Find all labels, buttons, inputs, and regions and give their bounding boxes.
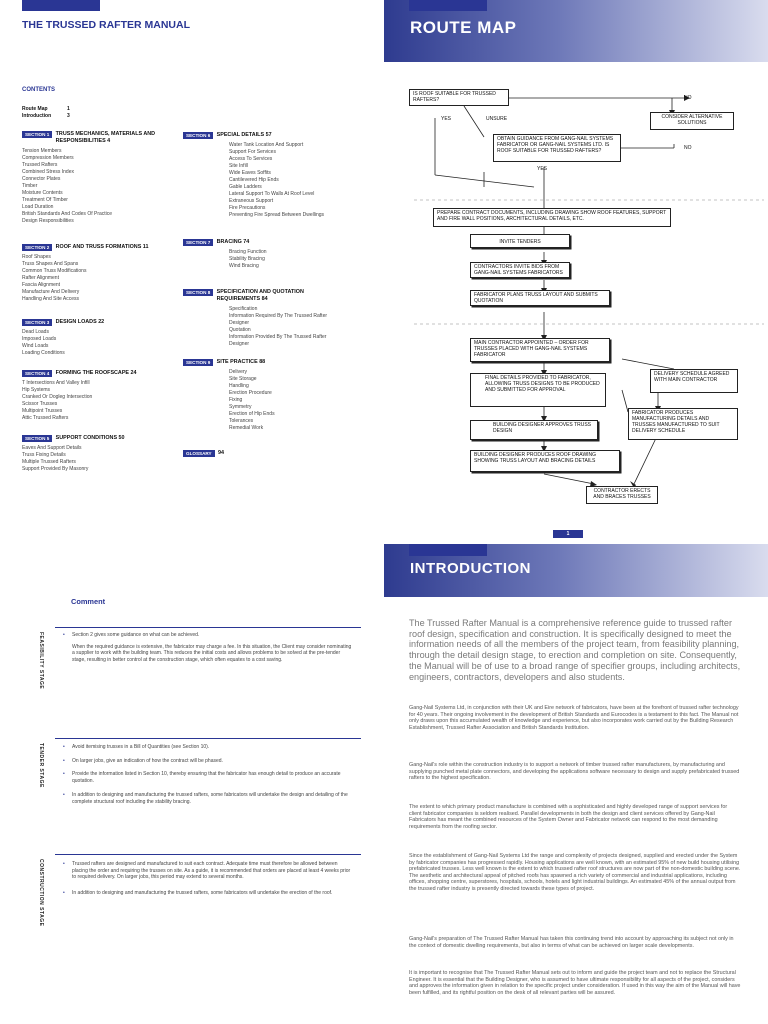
section-number: SECTION 3 [22,319,52,326]
section-number: SECTION 4 [22,370,52,377]
contents-item: Cranked Or Dogleg Intersection [22,394,93,401]
section-title: ROOF AND TRUSS FORMATIONS [55,244,142,250]
contents-item: Access To Services [229,156,273,163]
flow-label-yes2: YES [537,166,548,172]
section-title: SITE PRACTICE [216,359,258,365]
contents-item: Delivery [229,369,248,376]
flow-fabricator-produces: FABRICATOR PRODUCES MANUFACTURING DETAILS AND TRUSSES MANUFACTURED TO SUIT DELIVERY SCHEDULE [628,408,738,440]
contents-item: Handling [229,383,249,390]
section-page: 88 [259,359,266,365]
comment-para: • Provide the information listed in Section 10, thereby ensuring that the fabricator has enough detail to produce an accurate quotation. [72,771,352,784]
section-page: 11 [142,244,149,250]
contents-item: Roof Shapes [22,254,51,261]
section-number: SECTION 6 [183,132,213,139]
contents-item: Information Required By The Trussed Rafter Designer [229,313,328,327]
section-page: 84 [261,296,268,303]
contents-item: Site Infill [229,163,248,170]
contents-item: Gable Ladders [229,184,262,191]
section-title: SPECIFICATION AND QUOTATION REQUIREMENTS [216,289,304,303]
contents-item: Handling And Site Access [22,296,79,303]
flow-label-no2: NO [684,145,692,151]
contents-item: Common Truss Modifications [22,268,87,275]
contents-item: Remedial Work [229,425,264,432]
section-page: 24 [130,370,137,376]
toc-section-3[interactable] [22,319,177,357]
contents-item: Quotation [229,327,251,334]
toc-introduction[interactable] [22,113,70,120]
comment-para: • Trussed rafters are designed and manufactured to suit each contract. Adequate time must therefore be allowed between placing the order and requiring the trusses on site. As a guide, it is recommended that orders are placed at least 4 weeks prior to required delivery. On larger jobs, this period may extend to several months. [72,861,352,881]
stage-rule-construction [55,854,361,855]
contents-item: Support Provided By Masonry [22,466,89,473]
contents-item: Preventing Fire Spread Between Dwellings [229,212,325,219]
section-title: BRACING [216,239,242,245]
section-title: TRUSS MECHANICS, MATERIALS AND RESPONSIBILITIES [55,131,156,145]
flow-main-contractor: MAIN CONTRACTOR APPOINTED – ORDER FOR TRUSSES PLACED WITH GANG-NAIL SYSTEMS FABRICATOR [470,338,610,362]
comment-para: • On larger jobs, give an indication of how the contract will be phased. [72,758,352,765]
introduction-para: It is important to recognise that The Trussed Rafter Manual sets out to inform and guide the project team and not to replace the Structural Engineer. It is essential that the Building Designer, who is assumed to have ultimate responsibility for all aspects of the project, considers and approves the information given in relation to the specific project under consideration. If used in this way the aim of the Manual will have been fulfilled, and its rightful position on the desk of all relevant parties will be assured. [409,970,741,996]
contents-item: Site Storage [229,376,257,383]
contents-item: Manufacture And Delivery [22,289,80,296]
introduction-para: Since the establishment of Gang-Nail Systems Ltd the range and complexity of projects designed, supplied and erected under the System by fabricator companies has progressed rapidly. Housing applications are well known, with an estimated 95% of new build housing utilising prefabricated trusses. Less well known is the extent to which trussed rafter roof structures are now part of the non-domestic building scene. The aesthetic and architectural appeal of pitched roofs has spawned a rich variety of commercial and industrial applications, including offices, shopping centre, superstores, hospitals, schools, hotels and light industrial buildings. An estimated 45% of the annual output from the trussed rafter industry is presently directed towards these types of project. [409,853,741,892]
comment-para: • In addition to designing and manufacturing the trussed rafters, some fabricators will undertake the erection of the roof. [72,890,352,897]
contents-item: Eaves And Support Details [22,445,82,452]
section-title: DESIGN LOADS [55,319,97,325]
contents-item: Loading Conditions [22,350,65,357]
flow-q2: OBTAIN GUIDANCE FROM GANG-NAIL SYSTEMS FABRICATOR OR GANG-NAIL SYSTEMS LTD. IS ROOF SUITABLE FOR TRUSSED RAFTERS? [493,134,621,162]
contents-item: Multiple Trussed Rafters [22,459,76,466]
section-number: SECTION 1 [22,131,52,138]
contents-item: Symmetry [229,404,252,411]
introduction-para: The extent to which primary product manufacture is combined with a sophisticated and highly developed range of support services for client fabricator companies is seldom realised. Parallel developments in both the design and client services offered by Gang-Nail Fabricators has meant the combined resources of the System Owner and Fabricator network can respond to the most demanding requirements from the roofing sector. [409,804,728,830]
stage-rule-feasibility [55,627,361,628]
toc-section-7[interactable] [183,239,353,270]
route-map-tab [409,0,487,11]
contents-item: Extraneous Support [229,198,274,205]
introduction-lead: The Trussed Rafter Manual is a comprehensive reference guide to trussed rafter roof design, specification and construction. It is specifically designed to meet the information needs of all the members of the project team, from feasibility planning, through the detail design stage, to erection and completion on site. Consequently, the Manual will be of use to a broad range of specifier groups, including architects, engineers, contractors, developers and also students. [409,618,741,682]
contents-item: Treatment Of Timber [22,197,68,204]
section-items [229,142,353,219]
flow-label-unsure: UNSURE [486,116,508,122]
route-map-title: ROUTE MAP [410,18,517,37]
page-number-tab [553,530,583,538]
toc-section-4[interactable] [22,370,177,422]
contents-item: Load Duration [22,204,54,211]
contents-item: Combined Stress Index [22,169,74,176]
comment-para: • Avoid itemising trusses in a Bill of Quantities (see Section 10). [72,744,352,751]
section-page: 50 [118,435,125,441]
section-page: 22 [98,319,105,325]
contents-item: Scissor Trusses [22,401,58,408]
section-items [22,445,177,473]
contents-item: Bracing Function [229,249,267,256]
comment-para: When the required guidance is extensive, the fabricator may charge a fee. In this situation, the Client may consider nominating a supplier to work with the building team. This reduces the initial costs and allows problems to be solved at the pre-tender stage, resulting in better control at the construction stage, which often equates to a cost saving. [72,643,352,664]
contents-item: Stability Bracing [229,256,265,263]
flow-contractor-erects: CONTRACTOR ERECTS AND BRACES TRUSSES [586,486,658,504]
comment-para: • In addition to designing and manufacturing the trussed rafters, some fabricators will undertake the design and detailing of the complete structural roof including the stability bracing. [72,792,352,805]
introduction-para: Gang-Nail Systems Ltd, in conjunction with their UK and Eire network of fabricators, have been at the forefront of trussed rafter technology for 40 years. Their ongoing involvement in the development of British Standards and Eurocodes is a testament to this fact. The Manual not only draws upon this accumulated wealth of knowledge and experience, but also incorporates work carried out by the Building Research Establishment, Trussed Rafter Association and British Standards Institution. [409,705,739,731]
section-number: GLOSSARY [183,450,215,457]
contents-item: Multipoint Trusses [22,408,63,415]
toc-section-5[interactable] [22,435,177,473]
manual-title: THE TRUSSED RAFTER MANUAL [22,19,190,31]
flow-designer-approves: BUILDING DESIGNER APPROVES TRUSS DESIGN [470,420,598,440]
contents-item: Wind Loads [22,343,49,350]
section-page: 4 [107,138,111,145]
contents-item: Water Tank Location And Support [229,142,304,149]
section-title: FORMING THE ROOFSCAPE [55,370,130,376]
contents-heading: CONTENTS [22,87,55,93]
contents-item: Tolerances [229,418,254,425]
stage-label-feasibility: FEASIBILITY STAGE [38,632,44,690]
contents-item: Connector Plates [22,176,61,183]
stage-feasibility-text [72,632,352,669]
comment-para: • Section 2 gives some guidance on what can be achieved. [72,632,352,639]
section-number: SECTION 9 [183,359,213,366]
section-number: SECTION 7 [183,239,213,246]
section-number: SECTION 5 [22,435,52,442]
flow-roof-drawing: BUILDING DESIGNER PRODUCES ROOF DRAWING SHOWING TRUSS LAYOUT AND BRACING DETAILS [470,450,620,472]
flow-contractors-invite-bids: CONTRACTORS INVITE BIDS FROM GANG-NAIL SYSTEMS FABRICATORS [470,262,570,278]
introduction-tab [409,544,487,556]
contents-item: Moisture Contents [22,190,63,197]
toc-section-2[interactable] [22,244,177,303]
section-items [22,329,177,357]
toc-section-1[interactable] [22,131,177,225]
contents-item: Trussed Rafters [22,162,58,169]
section-items [22,380,177,422]
toc-introduction-label: Introduction [22,113,52,120]
contents-item: Fixing [229,397,243,404]
flow-q1: IS ROOF SUITABLE FOR TRUSSED RAFTERS? [409,89,509,106]
toc-section-6[interactable] [183,132,353,219]
section-items [229,249,353,270]
toc-glossary[interactable] [183,450,353,457]
introduction-para: Gang-Nail's role within the construction industry is to support a network of timber trussed rafter manufacturers, by manufacturing and supplying punched metal plate connectors, and developing the applications software necessary to design and supply prefabricated trussed rafters to the highest specification. [409,762,740,782]
flow-final-details: FINAL DETAILS PROVIDED TO FABRICATOR, ALLOWING TRUSS DESIGNS TO BE PRODUCED AND SUBMITTED FOR APPROVAL [470,373,606,407]
toc-route-map-label: Route Map [22,106,48,112]
toc-route-map-page: 1 [67,106,70,112]
contents-item: British Standards And Codes Of Practice [22,211,113,218]
contents-item: Tension Members [22,148,62,155]
contents-item: Timber [22,183,38,190]
section-items [22,254,177,303]
contents-item: T Intersections And Valley Infill [22,380,90,387]
contents-item: Support For Services [229,149,276,156]
stage-rule-tender [55,738,361,739]
contents-item: Compression Members [22,155,74,162]
section-number: SECTION 8 [183,289,213,296]
contents-item: Truss Fixing Details [22,452,66,459]
contents-item: Lateral Support To Walls At Roof Level [229,191,315,198]
contents-item: Information Provided By The Trussed Rafter Designer [229,334,327,348]
contents-item: Cantilevered Hip Ends [229,177,279,184]
contents-item: Attic Trussed Rafters [22,415,69,422]
toc-front [22,106,70,120]
flow-contract-documents: PREPARE CONTRACT DOCUMENTS, INCLUDING DRAWING SHOW ROOF FEATURES, SUPPORT AND FIRE WALL POSITIONS, ARCHITECTURAL DETAILS, ETC. [433,208,671,227]
section-title: SUPPORT CONDITIONS [55,435,118,441]
contents-item: Specification [229,306,258,313]
contents-item: Dead Loads [22,329,49,336]
stage-tender-text [72,744,352,810]
page-number: 1 [566,531,570,537]
toc-section-8[interactable] [183,289,353,348]
stage-label-construction: CONSTRUCTION STAGE [38,859,44,927]
section-page: 57 [265,132,272,138]
flow-alternative: CONSIDER ALTERNATIVE SOLUTIONS [650,112,734,130]
section-title: SPECIAL DETAILS [216,132,265,138]
section-page: 74 [243,239,250,245]
contents-item: Rafter Alignment [22,275,59,282]
contents-item: Design Responsibilities [22,218,74,225]
section-items [22,148,177,225]
flow-fabricator-plans: FABRICATOR PLANS TRUSS LAYOUT AND SUBMITS QUOTATION [470,290,610,306]
contents-item: Fire Precautions [229,205,266,212]
section-items [229,306,339,348]
introduction-title: INTRODUCTION [410,560,531,577]
stage-construction-text [72,861,352,902]
introduction-para: Gang-Nail's preparation of The Trussed Rafter Manual has taken this continuing trend into account by approaching its subject not only in the context of domestic dwelling requirements, but also in terms of what can be achieved on larger scale developments. [409,936,734,949]
flow-label-yes: YES [441,116,452,122]
contents-item: Wind Bracing [229,263,259,270]
toc-introduction-page: 3 [67,113,70,120]
contents-item: Erection of Hip Ends [229,411,275,418]
stage-label-tender: TENDER STAGE [38,743,44,788]
contents-item: Fascia Alignment [22,282,61,289]
header-tab-left [22,0,100,11]
flow-label-no: NO [684,95,692,101]
flow-invite-tenders: INVITE TENDERS [470,234,570,248]
toc-route-map[interactable] [22,106,70,113]
contents-item: Wide Eaves Soffits [229,170,271,177]
contents-item: Hip Systems [22,387,51,394]
section-number: SECTION 2 [22,244,52,251]
contents-item: Erection Procedure [229,390,272,397]
toc-section-9[interactable] [183,359,353,432]
contents-item: Imposed Loads [22,336,57,343]
comment-heading: Comment [71,597,106,606]
flow-delivery-schedule: DELIVERY SCHEDULE AGREED WITH MAIN CONTRACTOR [650,369,738,393]
section-page: 94 [218,450,224,456]
contents-item: Truss Shapes And Spans [22,261,79,268]
section-items [229,369,353,432]
